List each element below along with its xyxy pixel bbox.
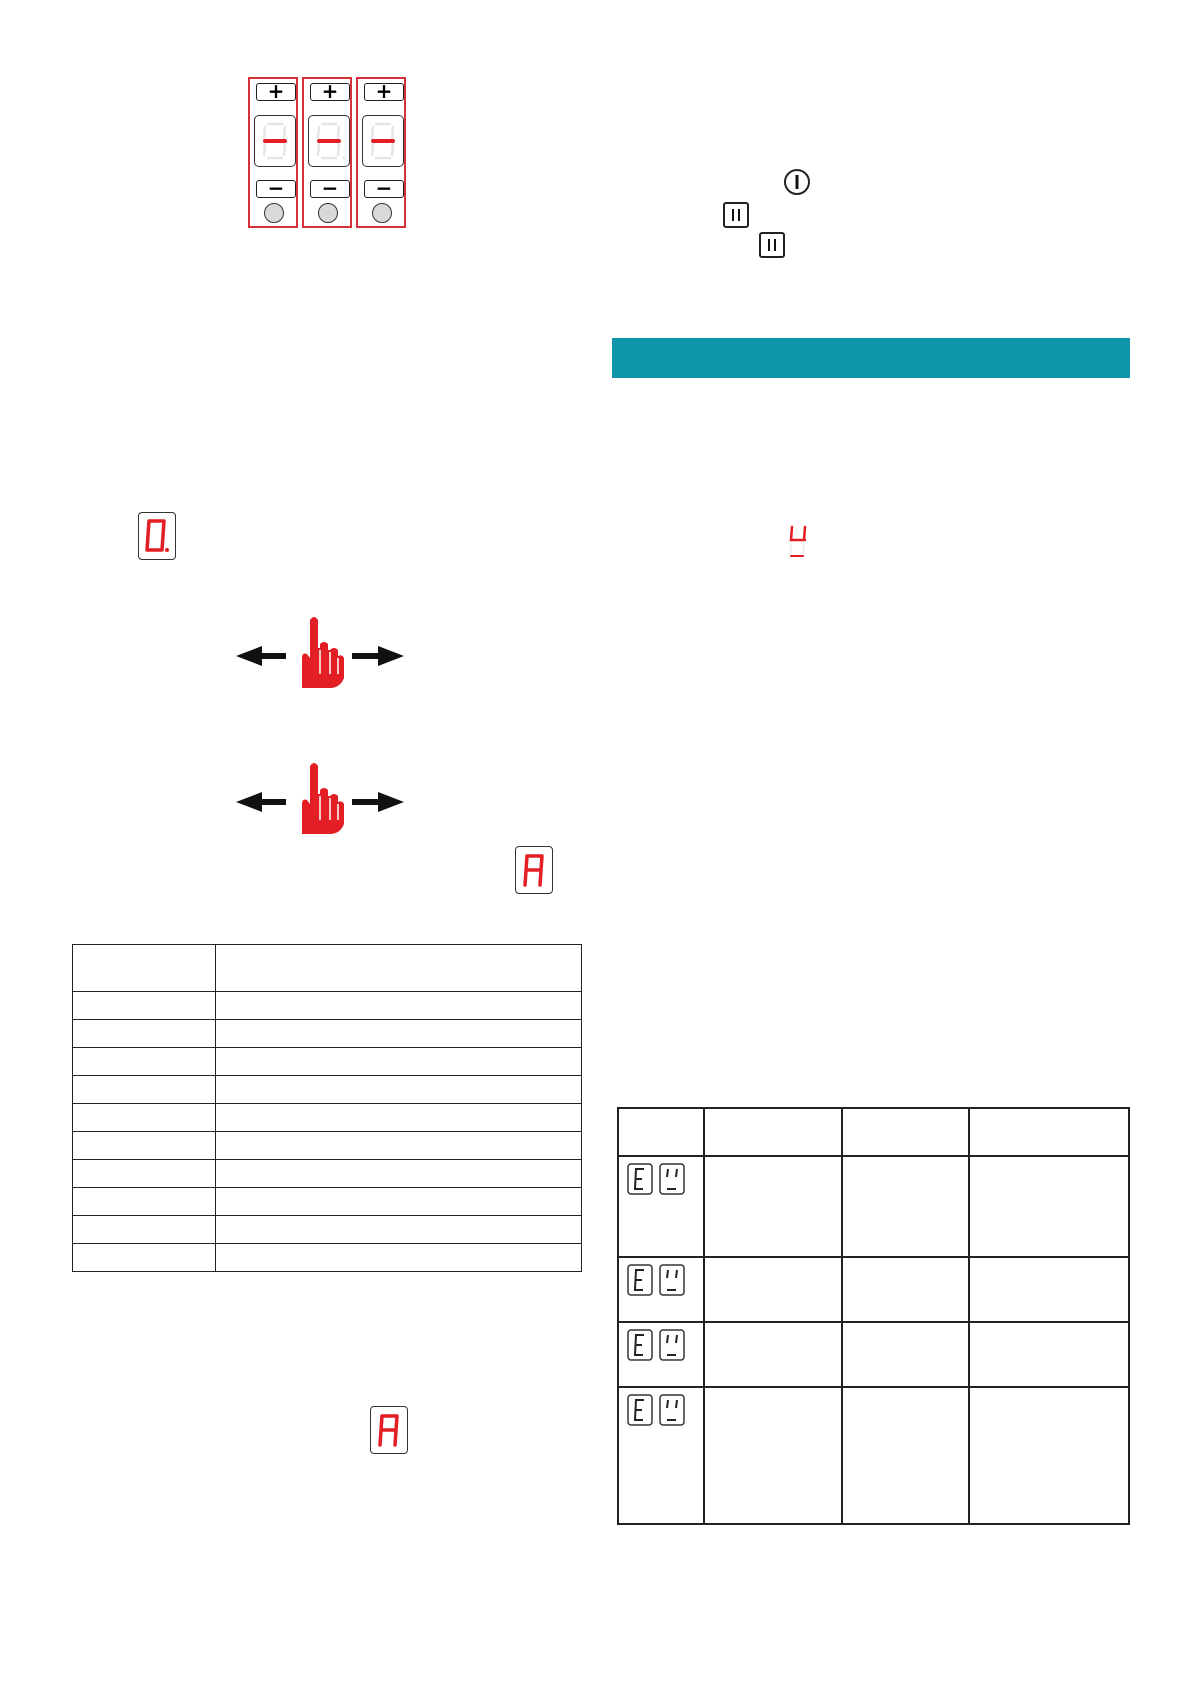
table-row	[618, 1257, 1129, 1322]
table-row	[73, 1076, 582, 1104]
display-digit-icon	[659, 1163, 685, 1195]
table-row	[73, 1244, 582, 1272]
display-e-icon	[627, 1264, 653, 1296]
power-on-icon	[784, 169, 810, 195]
swipe-hand-icon	[234, 760, 406, 836]
zone-indicator-knob[interactable]	[264, 203, 284, 223]
display-digit-icon	[659, 1394, 685, 1426]
display-a-icon	[370, 1406, 408, 1454]
dash-digit	[255, 116, 295, 166]
settings-table	[72, 944, 582, 1272]
pause-icon	[759, 232, 785, 258]
table-header-row	[73, 945, 582, 992]
display-digit-icon	[659, 1329, 685, 1361]
table-row	[73, 1188, 582, 1216]
table-row	[73, 992, 582, 1020]
plus-button[interactable]: +	[364, 83, 404, 101]
zone-indicator-knob[interactable]	[318, 203, 338, 223]
minus-button[interactable]: −	[310, 180, 350, 198]
swipe-hand-icon	[234, 614, 406, 690]
table-row	[73, 1020, 582, 1048]
display-a-icon	[515, 846, 553, 894]
table-row	[618, 1322, 1129, 1387]
error-code-display	[627, 1163, 703, 1195]
table-row	[73, 1160, 582, 1188]
minus-button[interactable]: −	[256, 180, 296, 198]
minus-button[interactable]: −	[364, 180, 404, 198]
swipe-gesture-2	[234, 760, 406, 836]
swipe-gesture-1	[234, 614, 406, 690]
zone-display	[362, 115, 404, 167]
table-row	[73, 1104, 582, 1132]
display-e-icon	[627, 1329, 653, 1361]
error-code-display	[627, 1394, 703, 1426]
zone-control-3	[356, 77, 406, 228]
display-e-icon	[627, 1394, 653, 1426]
dash-digit	[309, 116, 349, 166]
error-code-table	[617, 1107, 1130, 1525]
pause-icon	[723, 202, 749, 228]
dash-digit	[363, 116, 403, 166]
error-code-display	[627, 1329, 703, 1361]
plus-button[interactable]: +	[310, 83, 350, 101]
zone-control-1	[248, 77, 298, 228]
plus-button[interactable]: +	[256, 83, 296, 101]
table-row	[73, 1048, 582, 1076]
zone-display	[308, 115, 350, 167]
zone-indicator-knob[interactable]	[372, 203, 392, 223]
zone-display	[254, 115, 296, 167]
display-zero-dot-icon	[138, 512, 176, 560]
section-header-bar	[612, 338, 1130, 378]
table-row	[618, 1156, 1129, 1257]
display-e-icon	[627, 1163, 653, 1195]
display-digit-icon	[659, 1264, 685, 1296]
error-code-display	[627, 1264, 703, 1296]
table-header-row	[618, 1108, 1129, 1156]
table-row	[73, 1216, 582, 1244]
table-row	[618, 1387, 1129, 1524]
table-row	[73, 1132, 582, 1160]
zone-control-2	[302, 77, 352, 228]
display-digit-4-icon	[786, 524, 810, 560]
